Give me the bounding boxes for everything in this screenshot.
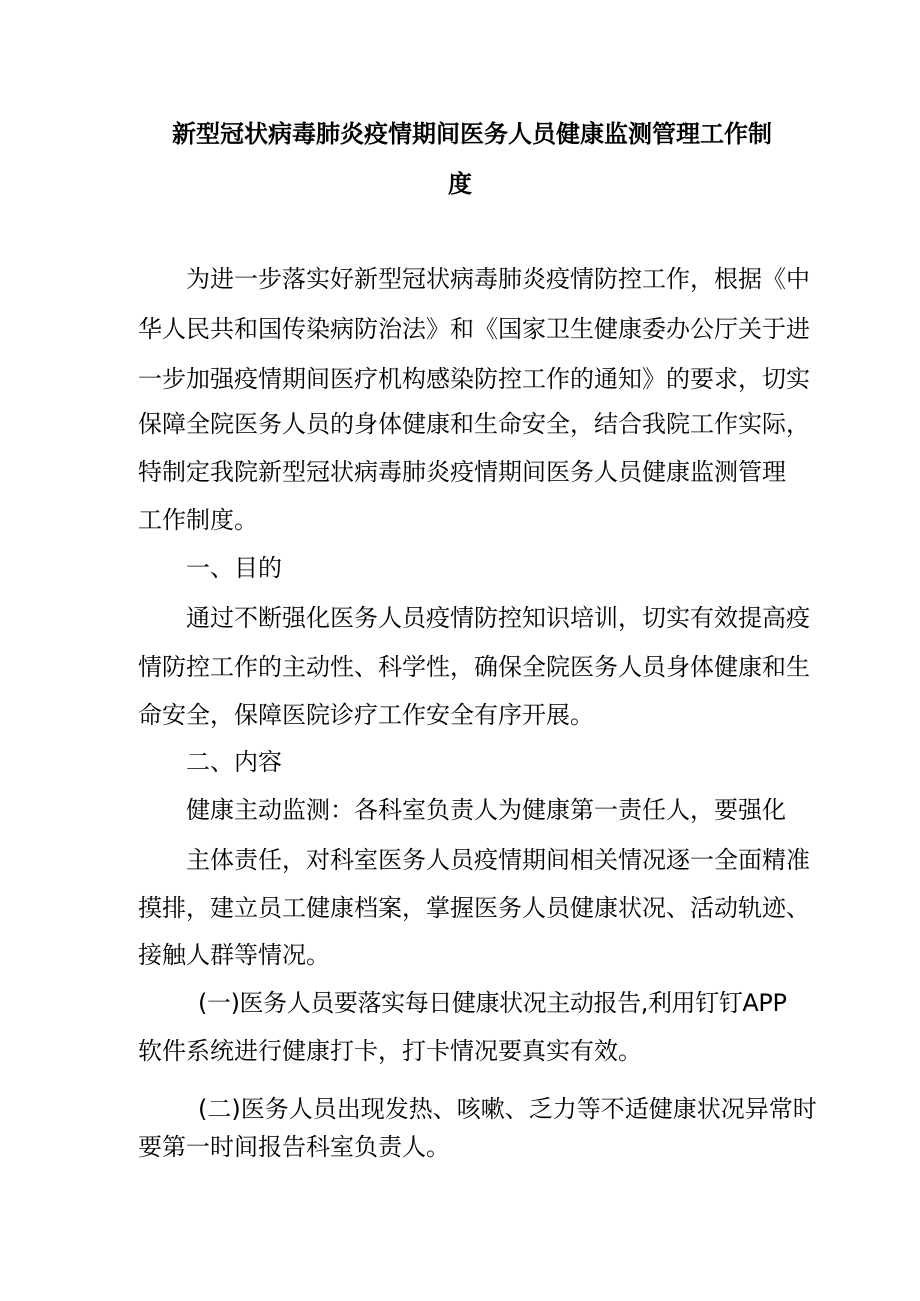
item-two-line: 要第一时间报告科室负责人。	[138, 1133, 450, 1161]
intro-line: 特制定我院新型冠状病毒肺炎疫情期间医务人员健康监测管理	[138, 458, 786, 486]
intro-line: 华人民共和国传染病防治法》和《国家卫生健康委办公厅关于进	[138, 315, 810, 343]
content-line: 主体责任，对科室医务人员疫情期间相关情况逐一全面精准	[186, 846, 810, 874]
item-one-line: 软件系统进行健康打卡，打卡情况要真实有效。	[138, 1037, 642, 1065]
section-heading-purpose: 一、目的	[186, 554, 282, 582]
item-two-line: (二)医务人员出现发热、咳嗽、乏力等不适健康状况异常时	[198, 1095, 817, 1123]
section-heading-content: 二、内容	[186, 748, 282, 776]
purpose-line: 命安全，保障医院诊疗工作安全有序开展。	[138, 701, 594, 729]
intro-line: 一步加强疫情期间医疗机构感染防控工作的通知》的要求，切实	[138, 365, 810, 393]
content-line: 接触人群等情况。	[138, 941, 330, 969]
document-title-line-1: 新型冠状病毒肺炎疫情期间医务人员健康监测管理工作制	[172, 120, 772, 148]
document-title-line-2: 度	[448, 170, 472, 198]
intro-line: 保障全院医务人员的身体健康和生命安全，结合我院工作实际，	[138, 410, 810, 438]
intro-line: 为进一步落实好新型冠状病毒肺炎疫情防控工作，根据《中	[186, 265, 810, 293]
intro-line: 工作制度。	[138, 506, 258, 534]
purpose-line: 通过不断强化医务人员疫情防控知识培训，切实有效提高疫	[186, 604, 810, 632]
item-one-line: (一)医务人员要落实每日健康状况主动报告,利用钉钉APP	[198, 989, 787, 1017]
purpose-line: 情防控工作的主动性、科学性，确保全院医务人员身体健康和生	[138, 653, 810, 681]
content-line: 摸排，建立员工健康档案，掌握医务人员健康状况、活动轨迹、	[138, 894, 810, 922]
content-line: 健康主动监测：各科室负责人为健康第一责任人，要强化	[186, 796, 786, 824]
